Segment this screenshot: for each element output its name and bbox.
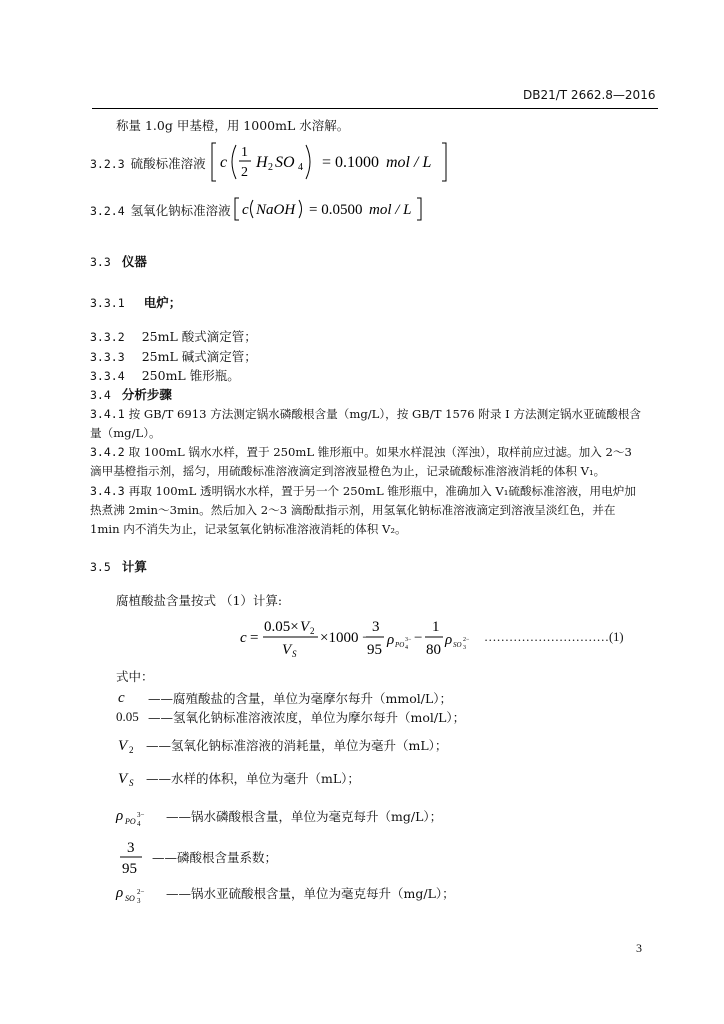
svg-text:3: 3 <box>127 840 135 856</box>
paragraph-line: 取 100mL 锅水水样，置于 250mL 锥形瓶中。如果水样混浊（浑浊），取样前应过滤。加入 2～3 <box>128 445 632 459</box>
section-3-3-1 <box>90 292 181 311</box>
svg-text:2: 2 <box>129 745 134 755</box>
header-rule <box>92 108 658 109</box>
svg-text:NaOH: NaOH <box>255 202 295 218</box>
svg-text:V: V <box>118 738 128 754</box>
svg-text:2−: 2− <box>463 637 470 643</box>
legend-symbol: c <box>118 689 125 706</box>
section-3-3-4 <box>90 365 240 384</box>
formula-sodium-hydroxide <box>233 196 423 226</box>
section-3-3-2 <box>90 326 257 345</box>
item-text: 25mL 碱式滴定管； <box>141 349 257 364</box>
section-number: 3.3.4 <box>90 369 125 383</box>
section-number: 3.2.3 <box>90 157 125 171</box>
svg-text:1: 1 <box>240 145 248 160</box>
legend-symbol-svg <box>114 804 166 828</box>
legend-symbol-svg <box>116 836 152 878</box>
svg-text:1: 1 <box>432 619 440 635</box>
svg-text:c: c <box>240 630 247 646</box>
page-number: 3 <box>636 941 642 955</box>
section-title: 分析步骤 <box>121 387 172 402</box>
svg-text:SO: SO <box>453 641 462 649</box>
legend-item-rho-so3 <box>114 881 455 905</box>
legend-desc: ——锅水亚硫酸根含量，单位为毫克每升（mg/L）； <box>166 886 455 901</box>
svg-text:2: 2 <box>310 626 315 636</box>
svg-text:V: V <box>118 771 128 787</box>
section-number: 3.4.3 <box>90 484 125 498</box>
svg-text:×1000 −: ×1000 − <box>320 630 371 646</box>
section-3-4 <box>90 384 172 403</box>
svg-text:S: S <box>292 649 297 659</box>
legend-item-rho-po4 <box>114 804 442 828</box>
svg-text:4: 4 <box>405 645 408 651</box>
calc-intro: 腐植酸盐含量按式 （1）计算: <box>116 593 283 608</box>
section-title: 计算 <box>121 559 147 574</box>
paragraph-line: 按 GB/T 6913 方法测定锅水磷酸根含量（mg/L），按 GB/T 1576 附录 I 方法测定锅水亚硫酸根含 <box>128 407 641 421</box>
svg-text:c: c <box>219 154 227 171</box>
section-3-2-3 <box>90 144 522 184</box>
legend-item-c <box>118 689 452 707</box>
legend-symbol-svg <box>114 881 166 905</box>
section-number: 3.3.1 <box>90 296 125 310</box>
section-number: 3.3 <box>90 255 111 269</box>
svg-text:3: 3 <box>372 619 380 635</box>
section-3-2-4 <box>90 198 423 224</box>
svg-text:SO: SO <box>125 894 135 903</box>
legend-symbol-svg <box>116 734 146 756</box>
legend-desc: ——腐殖酸盐的含量，单位为毫摩尔每升（mmol/L）； <box>148 691 452 706</box>
item-text: 电炉； <box>143 295 182 310</box>
item-text: 250mL 锥形瓶。 <box>141 368 240 383</box>
formula-svg <box>233 196 423 222</box>
legend-symbol: 0.05 <box>116 709 139 724</box>
paragraph-line: 热煮沸 2min～3min。然后加入 2～3 滴酚酞指示剂，用氢氧化钠标准溶液滴定到溶液呈淡红色，并在 <box>90 503 616 517</box>
svg-text:3: 3 <box>137 897 141 905</box>
svg-text:ρ: ρ <box>116 808 124 824</box>
svg-text:95: 95 <box>122 861 137 877</box>
svg-text:SO: SO <box>274 154 295 171</box>
svg-text:S: S <box>129 778 134 788</box>
legend-item-v2 <box>116 734 447 756</box>
svg-text:2: 2 <box>267 162 273 173</box>
section-number: 3.2.4 <box>90 204 125 218</box>
svg-text:mol / L: mol / L <box>368 202 412 218</box>
legend-desc: ——氢氧化钠标准溶液的消耗量，单位为毫升（mL）； <box>146 738 448 753</box>
svg-text:mol / L: mol / L <box>385 154 431 171</box>
legend-desc: ——锅水磷酸根含量，单位为毫克每升（mg/L）； <box>166 809 443 824</box>
section-title: 硫酸标准溶液 <box>130 156 206 171</box>
item-text: 25mL 酸式滴定管； <box>141 329 257 344</box>
formula-svg <box>210 141 522 183</box>
svg-text:ρ: ρ <box>387 632 395 648</box>
section-title: 仪器 <box>121 254 147 269</box>
svg-text:V: V <box>300 619 310 635</box>
section-3-3 <box>90 251 147 270</box>
formula-sulfuric-acid <box>210 141 522 187</box>
legend-title: 式中： <box>116 669 154 684</box>
legend-item-vs <box>116 767 360 789</box>
svg-text:2−: 2− <box>137 888 145 896</box>
svg-text:ρ: ρ <box>445 632 453 648</box>
equation-number: …………………………(1) <box>484 630 624 644</box>
svg-text:4: 4 <box>137 820 141 828</box>
section-number: 3.4 <box>90 388 111 402</box>
legend-item-3-95 <box>116 836 277 878</box>
svg-text:c: c <box>241 202 249 218</box>
svg-text:= 0.1000: = 0.1000 <box>321 154 379 171</box>
svg-text:PO: PO <box>395 641 405 649</box>
main-equation <box>238 614 478 666</box>
legend-symbol-svg <box>116 767 146 789</box>
svg-text:ρ: ρ <box>116 885 124 901</box>
svg-text:3−: 3− <box>405 637 412 643</box>
section-number: 3.5 <box>90 560 111 574</box>
paragraph-line: 1min 内不消失为止，记录氢氧化钠标准溶液消耗的体积 V₂。 <box>90 522 407 536</box>
paragraph-line: 滴甲基橙指示剂，摇匀，用硫酸标准溶液滴定到溶液显橙色为止，记录硫酸标准溶液消耗的体积 V₁。 <box>90 464 606 478</box>
svg-text:2: 2 <box>240 165 248 180</box>
paragraph-line: 再取 100mL 透明锅水水样，置于另一个 250mL 锥形瓶中，准确加入 V₁硫酸标准溶液，用电炉加 <box>128 484 636 498</box>
section-3-4-2 <box>90 441 632 479</box>
svg-text:PO: PO <box>125 817 136 826</box>
section-3-3-3 <box>90 346 257 365</box>
svg-text:4: 4 <box>297 162 303 173</box>
svg-text:V: V <box>282 642 292 658</box>
svg-text:−: − <box>414 630 423 646</box>
section-number: 3.4.1 <box>90 407 125 421</box>
section-number: 3.3.2 <box>90 330 125 344</box>
svg-text:0.05×: 0.05× <box>264 619 299 635</box>
svg-text:3: 3 <box>463 645 466 651</box>
section-3-5 <box>90 556 147 575</box>
section-3-4-1 <box>90 403 641 441</box>
legend-desc: ——磷酸根含量系数； <box>152 850 278 865</box>
svg-text:80: 80 <box>426 642 441 658</box>
svg-text:= 0.0500: = 0.0500 <box>308 202 363 218</box>
svg-text:H: H <box>255 154 268 171</box>
intro-text: 称量 1.0g 甲基橙，用 1000mL 水溶解。 <box>116 118 350 133</box>
section-number: 3.3.3 <box>90 350 125 364</box>
standard-code: DB21/T 2662.8—2016 <box>523 88 656 102</box>
paragraph-line: 量（mg/L）。 <box>90 426 161 440</box>
section-title: 氢氧化钠标准溶液 <box>130 203 231 218</box>
legend-desc: ——氢氧化钠标准溶液浓度，单位为摩尔每升（mol/L）； <box>148 710 466 725</box>
section-3-4-3 <box>90 480 636 537</box>
section-number: 3.4.2 <box>90 445 125 459</box>
equation-svg <box>238 614 478 662</box>
svg-text:95: 95 <box>367 642 382 658</box>
svg-text:=: = <box>250 630 259 646</box>
svg-text:3−: 3− <box>137 811 145 819</box>
legend-item-005 <box>116 708 465 726</box>
legend-desc: ——水样的体积，单位为毫升（mL）； <box>146 771 360 786</box>
